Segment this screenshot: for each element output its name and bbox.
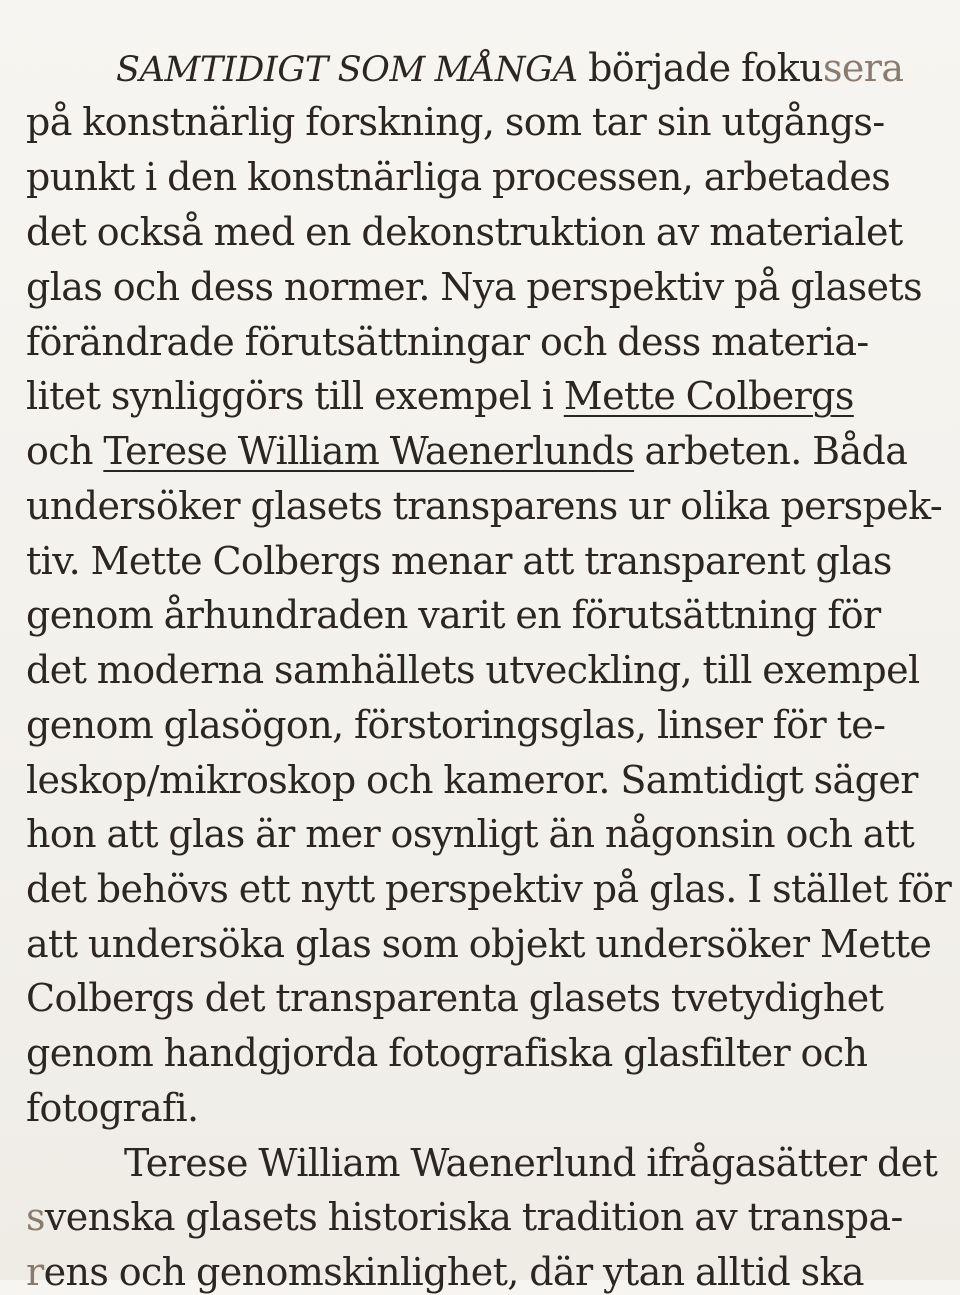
text-line-16 [26, 866, 951, 912]
text-line-23 [26, 1249, 864, 1295]
text-line-2 [26, 99, 885, 145]
faded-text-segment: r [26, 1250, 44, 1294]
text-segment: genom handgjorda fotografiska glasfilter och [26, 1031, 868, 1075]
text-segment: det också med en dekonstruktion av materialet [26, 210, 903, 254]
text-segment: att undersöka glas som objekt undersöker Mette [26, 922, 932, 966]
text-line-17 [26, 921, 931, 967]
text-segment: fotografi. [26, 1086, 199, 1130]
text-segment: arbeten. Båda [634, 429, 908, 473]
text-line-18 [26, 975, 883, 1021]
text-segment: Terese William Waenerlund ifrågasätter det [124, 1141, 938, 1185]
text-line-3 [26, 154, 890, 200]
text-line-11 [26, 592, 881, 638]
faded-text-segment: s [26, 1195, 45, 1239]
text-segment: glas och dess normer. Nya perspektiv på glasets [26, 265, 923, 309]
lead-in-caps: SAMTIDIGT SOM MÅNGA [116, 50, 578, 90]
text-segment: på konstnärlig forskning, som tar sin utgångs- [26, 100, 885, 144]
text-segment: förändrade förutsättningar och dess materia- [26, 320, 869, 364]
text-line-9 [26, 483, 942, 529]
link-mette-colbergs[interactable]: Mette Colbergs [563, 374, 854, 418]
text-line-15 [26, 811, 914, 857]
text-segment: hon att glas är mer osynligt än någonsin och att [26, 812, 915, 856]
text-segment: tiv. Mette Colbergs menar att transparent glas [26, 539, 892, 583]
text-line-21 [124, 1140, 937, 1186]
text-segment: Colbergs det transparenta glasets tvetydighet [26, 976, 884, 1020]
text-segment: litet synliggörs till exempel i [26, 374, 564, 418]
text-line-10 [26, 538, 892, 584]
text-line-7 [26, 373, 854, 419]
text-segment: leskop/mikroskop och kameror. Samtidigt säger [26, 758, 918, 802]
text-segment: genom århundraden varit en förutsättning för [26, 593, 881, 637]
text-line-13 [26, 702, 885, 748]
text-segment: började foku [577, 46, 824, 90]
text-line-6 [26, 319, 869, 365]
text-segment: det behövs ett nytt perspektiv på glas. I stället för [26, 867, 952, 911]
text-segment: venska glasets historiska tradition av transpa- [44, 1195, 903, 1239]
text-segment: punkt i den konstnärliga processen, arbetades [26, 155, 891, 199]
text-line-12 [26, 647, 920, 693]
text-segment: genom glasögon, förstoringsglas, linser för te- [26, 703, 886, 747]
text-line-20 [26, 1085, 199, 1131]
text-line-1 [116, 45, 903, 93]
link-terese-william-waenerlunds[interactable]: Terese William Waenerlunds [103, 429, 635, 473]
text-line-19 [26, 1030, 867, 1076]
text-segment: undersöker glasets transparens ur olika perspek- [26, 484, 943, 528]
text-segment: ens och genomskinlighet, där ytan alltid ska [43, 1250, 864, 1294]
text-line-14 [26, 757, 918, 803]
text-line-22 [26, 1194, 903, 1240]
text-segment: och [26, 429, 104, 473]
text-line-8 [26, 428, 907, 474]
text-segment: det moderna samhällets utveckling, till exempel [26, 648, 920, 692]
text-line-5 [26, 264, 922, 310]
text-line-4 [26, 209, 903, 255]
faded-text-segment: sera [823, 46, 904, 90]
